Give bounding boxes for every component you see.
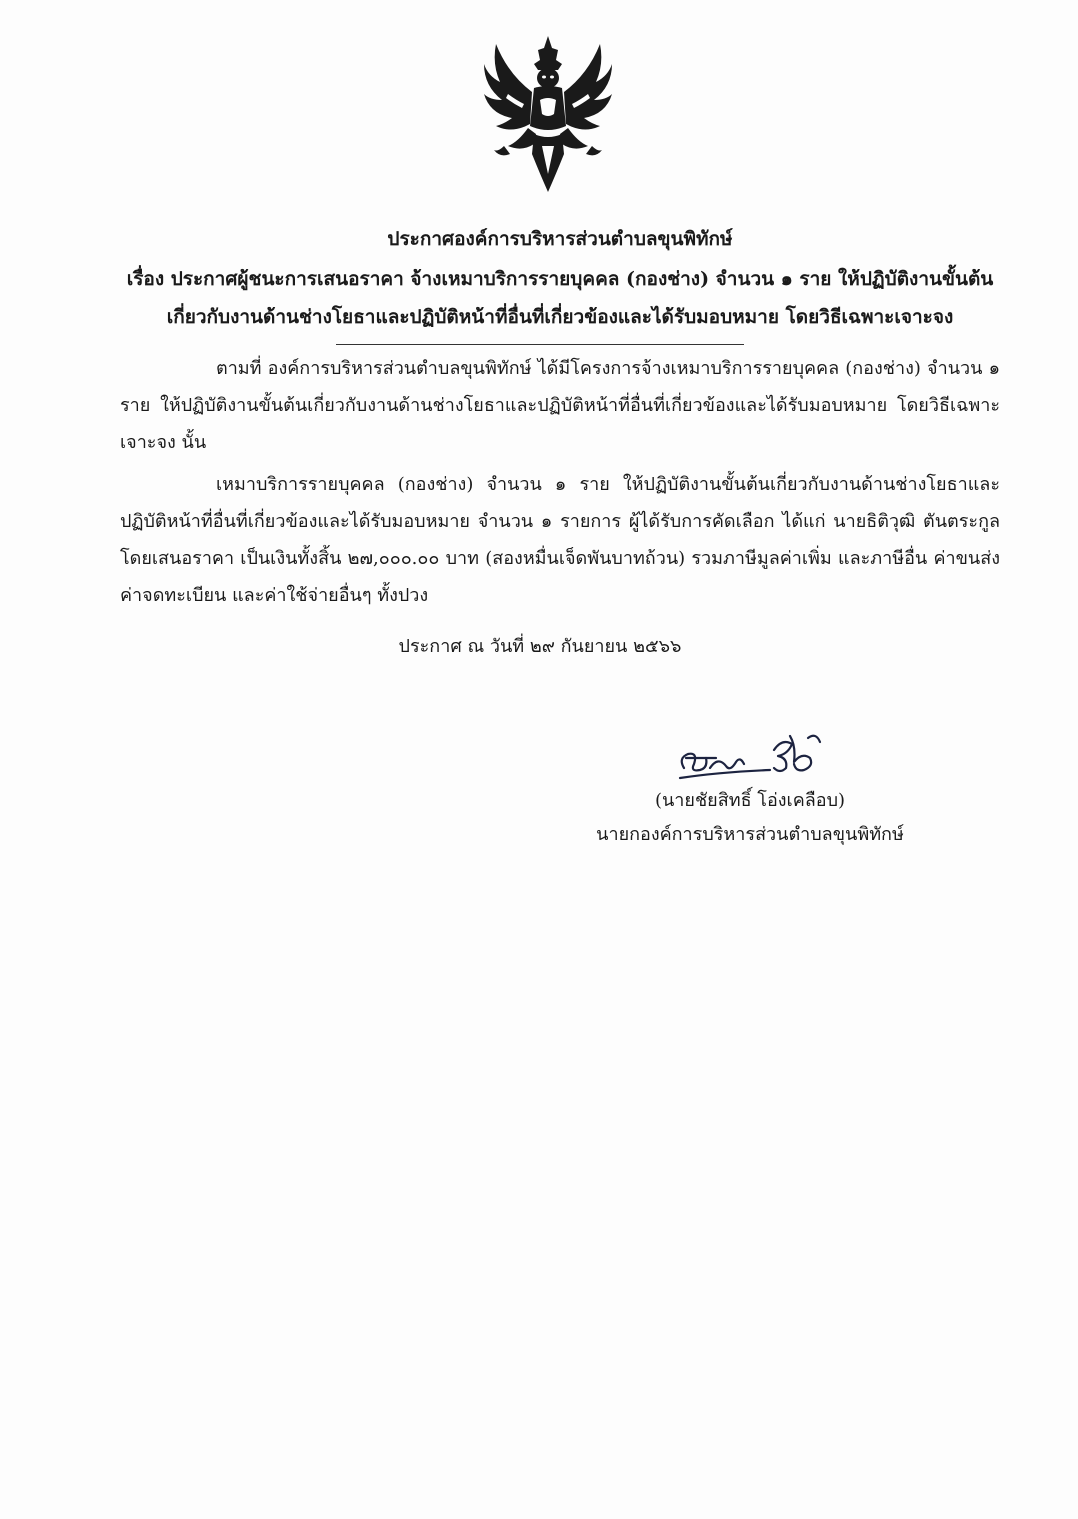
subject-line-2: เกี่ยวกับงานด้านช่างโยธาและปฏิบัติหน้าที่อื่นที่เกี่ยวข้องและได้รับมอบหมาย โดยวิธีเฉพาะเจาะจง (166, 306, 954, 328)
subject-line-1: เรื่อง ประกาศผู้ชนะการเสนอราคา จ้างเหมาบริการรายบุคคล (กองช่าง) จำนวน ๑ ราย ให้ปฏิบัติงานขั้นต้น (126, 268, 994, 290)
announcement-header (100, 224, 1020, 336)
paragraph-1-text: ตามที่ องค์การบริหารส่วนตำบลขุนพิทักษ์ ได้มีโครงการจ้างเหมาบริการรายบุคคล (กองช่าง) จำนวน ๑ ราย ให้ปฏิบัติงานขั้นต้นเกี่ยวกับงานด้านช่างโยธาและปฏิบัติหน้าที่อื่นที่เกี่ยวข้องและได้รับมอบหมาย โดยวิธีเฉพาะเจาะจง นั้น (120, 358, 1000, 453)
header-divider (336, 344, 744, 345)
signer-name: (นายชัยสิทธิ์ โอ่งเคลือบ) (654, 790, 846, 811)
body-paragraph-1 (120, 350, 1000, 461)
signature-image (670, 728, 840, 788)
announcement-title: ประกาศองค์การบริหารส่วนตำบลขุนพิทักษ์ (387, 228, 733, 250)
signer-title: นายกองค์การบริหารส่วนตำบลขุนพิทักษ์ (596, 824, 904, 845)
garuda-emblem-icon (478, 34, 618, 194)
announcement-date: ประกาศ ณ วันที่ ๒๙ กันยายน ๒๕๖๖ (398, 636, 682, 657)
body-paragraph-2 (120, 466, 1000, 614)
paragraph-2-text: เหมาบริการรายบุคคล (กองช่าง) จำนวน ๑ ราย ให้ปฏิบัติงานขั้นต้นเกี่ยวกับงานด้านช่างโยธาและปฏิบัติหน้าที่อื่นที่เกี่ยวข้องและได้รับมอบหมาย จำนวน ๑ รายการ ผู้ได้รับการคัดเลือก ได้แก่ นายธิติวุฒิ ตันตระกูล โดยเสนอราคา เป็นเงินทั้งสิ้น ๒๗,๐๐๐.๐๐ บาท (สองหมื่นเจ็ดพันบาทถ้วน) รวมภาษีมูลค่าเพิ่ม และภาษีอื่น ค่าขนส่ง ค่าจดทะเบียน และค่าใช้จ่ายอื่นๆ ทั้งปวง (120, 474, 1000, 606)
